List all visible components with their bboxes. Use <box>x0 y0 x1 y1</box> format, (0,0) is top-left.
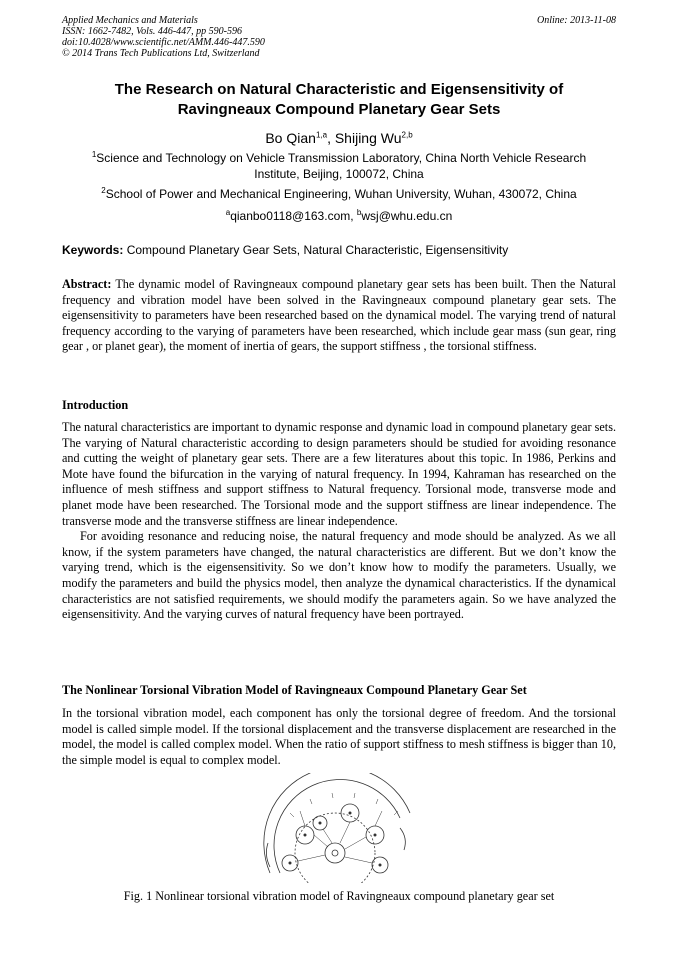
email-b[interactable]: wsj@whu.edu.cn <box>361 209 453 223</box>
abstract <box>62 277 616 355</box>
journal-name: Applied Mechanics and Materials <box>62 15 198 26</box>
section2-paragraph-1: In the torsional vibration model, each component has only the torsional degree of freedom. And the torsional model is called simple model. If the torsional displacement and the transverse displacement are researched in the model, the model is called complex model. When the ratio of support stiffness to mesh stiffness is bigger than 10, the simple model is equal to complex model. <box>62 706 616 767</box>
section2-body <box>62 706 616 768</box>
planet-hubs <box>289 812 382 867</box>
aff1-sup: 1 <box>91 150 97 159</box>
mesh-springs <box>298 811 382 863</box>
author-list <box>62 130 616 146</box>
affiliation-1 <box>62 150 616 182</box>
aff1-line-1: Science and Technology on Vehicle Transmission Laboratory, China North Vehicle Research <box>96 151 587 165</box>
journal-header <box>62 15 265 59</box>
aff1-line-2: Institute, Beijing, 100072, China <box>254 167 424 181</box>
author-separator: , <box>327 130 335 146</box>
carrier-circle <box>295 813 375 883</box>
online-date: Online: 2013-11-08 <box>537 15 616 26</box>
doi-line[interactable]: doi:10.4028/www.scientific.net/AMM.446-447.590 <box>62 37 265 48</box>
keywords-text: Compound Planetary Gear Sets, Natural Characteristic, Eigensensitivity <box>123 243 509 257</box>
paper-title <box>62 80 616 120</box>
rotation-arrow-right <box>400 828 405 850</box>
author-2: Shijing Wu <box>334 130 402 146</box>
ring-gear-outer-arc <box>264 773 410 873</box>
email-a-sup: a <box>225 208 231 217</box>
abstract-text: The dynamic model of Ravingneaux compound planetary gear sets has been built. Then the Natural frequency and vibration model have been solved in the Ravingneaux compound planetary gear sets. The eigensensitivity to parameters have been researched based on the dynamical model. The varying trend of natural frequency according to the varying of parameters have been researched, which include gear mass (sun gear, ring gear , or planet gear), the moment of inertia of gears, the support stiffness , the torsional stiffness. <box>62 277 616 354</box>
title-line-1: The Research on Natural Characteristic and Eigensensitivity of <box>114 81 564 98</box>
email-line <box>62 208 616 224</box>
intro-heading: Introduction <box>62 398 129 412</box>
title-line-2: Ravingneaux Compound Planetary Gear Sets <box>177 101 501 118</box>
ring-gear-inner-arc <box>274 779 400 873</box>
keywords <box>62 243 616 257</box>
copyright-line: © 2014 Trans Tech Publications Ltd, Switzerland <box>62 48 260 59</box>
email-a[interactable]: qianbo0118@163.com <box>230 209 351 223</box>
author-1-sup: 1,a <box>315 130 328 140</box>
issn-line: ISSN: 1662-7482, Vols. 446-447, pp 590-596 <box>62 26 242 37</box>
email-b-sup: b <box>356 208 362 217</box>
gear-model-figure <box>250 773 430 883</box>
author-1: Bo Qian <box>265 130 316 146</box>
sun-gear-circle <box>325 843 345 863</box>
section2-heading: The Nonlinear Torsional Vibration Model of Ravingneaux Compound Planetary Gear Set <box>62 683 527 697</box>
aff2-sup: 2 <box>101 186 106 195</box>
intro-body <box>62 420 616 623</box>
author-2-sup: 2,b <box>401 130 413 140</box>
email-separator: , <box>350 209 357 223</box>
sun-gear-hub <box>332 850 338 856</box>
keywords-label: Keywords: <box>62 243 124 257</box>
aff2-text: School of Power and Mechanical Engineering, Wuhan University, Wuhan, 430072, China <box>105 187 577 201</box>
affiliation-2 <box>62 186 616 202</box>
intro-paragraph-1: The natural characteristics are important to dynamic response and dynamic load in compound planetary gear sets. The varying of Natural characteristic according to design parameters should be studied for avoiding resonance and cutting the weight of planetary gear sets. There are a few literatures about this topic. In 1986, Perkins and Mote have found the bifurcation in the varying of natural frequency. In 1994, Kahraman has researched on the influence of mesh stiffness and support stiffness to Natural frequency. Torsional mode, transverse mode and planet mode have been researched. The Torsional mode and the support stiffness are linear independence. The transverse mode and the transverse stiffness are linear independence. <box>62 420 616 528</box>
abstract-label: Abstract: <box>62 277 112 291</box>
ring-gear-teeth <box>290 793 398 817</box>
intro-paragraph-2: For avoiding resonance and reducing noise, the natural frequency and mode should be analyzed. As we all know, if the system parameters have changed, the natural characteristics are different. But we don’t know the varying trend, which is the eigensensitivity. So we don’t know how to modify the parameters. Usually, we modify the parameters and build the physics model, then analyze the dynamical characteristics. If the dynamical characteristics are not satisfied requirements, we should modify the parameters again. So we have analyzed the eigensensitivity. And the varying curves of natural frequency have been portrayed. <box>62 529 616 622</box>
figure-caption: Fig. 1 Nonlinear torsional vibration model of Ravingneaux compound planetary gear set <box>123 889 555 903</box>
